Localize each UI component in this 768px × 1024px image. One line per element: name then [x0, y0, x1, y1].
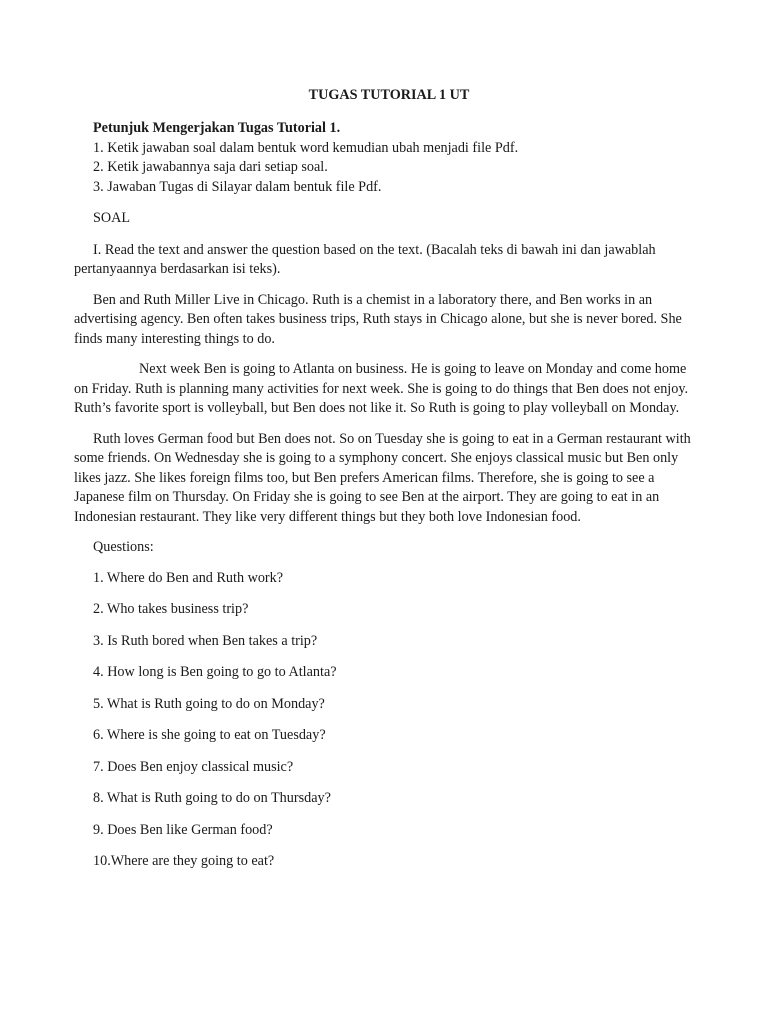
question-item: 6. Where is she going to eat on Tuesday? — [93, 727, 326, 743]
questions-list — [74, 569, 704, 872]
question-item: 5. What is Ruth going to do on Monday? — [93, 695, 325, 712]
instruction-item: 2. Ketik jawabannya saja dari setiap soal. — [93, 159, 328, 175]
question-item: 1. Where do Ben and Ruth work? — [93, 569, 284, 586]
reading-paragraph: Next week Ben is going to Atlanta on business. He is going to leave on Monday and come home on Friday. Ruth is planning many activities for next week. She is going to do things that Ben does not enjoy. Ruth’s favorite sport is volleyball, but Ben does not like it. So Ruth is going to play volleyball on Monday. — [74, 361, 689, 416]
question-item: 2. Who takes business trip? — [93, 601, 249, 617]
soal-label: SOAL — [93, 210, 131, 226]
question-item: 9. Does Ben like German food? — [93, 821, 273, 838]
instruction-item: 3. Jawaban Tugas di Silayar dalam bentuk file Pdf. — [93, 178, 382, 195]
instructions-heading: Petunjuk Mengerjakan Tugas Tutorial 1. — [93, 120, 341, 136]
document-title: TUGAS TUTORIAL 1 UT — [308, 87, 470, 103]
section-intro: I. Read the text and answer the question based on the text. (Bacalah teks di bawah ini dan jawablah pertanyaannya berdasarkan isi teks). — [74, 241, 656, 277]
question-item: 10.Where are they going to eat? — [93, 853, 275, 869]
reading-paragraph: Ben and Ruth Miller Live in Chicago. Ruth is a chemist in a laboratory there, and Ben works in an advertising agency. Ben often takes business trips, Ruth stays in Chicago alone, but she is never bored. She finds many interesting things to do. — [74, 291, 682, 347]
questions-label: Questions: — [93, 539, 154, 555]
instruction-item: 1. Ketik jawaban soal dalam bentuk word kemudian ubah menjadi file Pdf. — [93, 139, 519, 156]
question-item: 7. Does Ben enjoy classical music? — [93, 758, 294, 775]
reading-paragraph: Ruth loves German food but Ben does not. So on Tuesday she is going to eat in a German restaurant with some friends. On Wednesday she is going to a symphony concert. She enjoys classical music but Ben only likes jazz. She likes foreign films too, but Ben prefers American films. Therefore, she is going to see a Japanese film on Thursday. On Friday she is going to see Ben at the airport. They are going to eat in an Indonesian restaurant. They like very different things but they both love Indonesian food. — [74, 430, 691, 525]
document-page — [74, 86, 704, 884]
question-item: 8. What is Ruth going to do on Thursday? — [93, 790, 331, 806]
question-item: 3. Is Ruth bored when Ben takes a trip? — [93, 632, 318, 649]
question-item: 4. How long is Ben going to go to Atlanta? — [93, 664, 337, 680]
instructions-block — [93, 119, 704, 197]
